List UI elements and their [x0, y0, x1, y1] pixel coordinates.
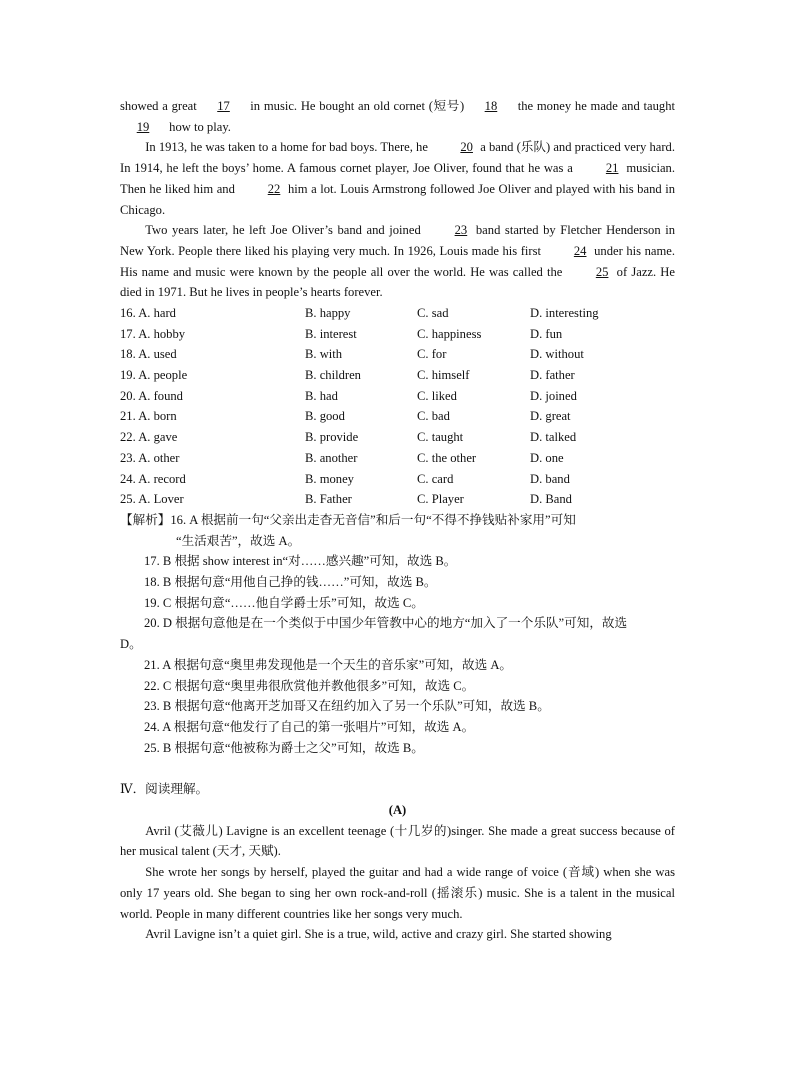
option-c: C. card — [417, 471, 454, 486]
passage-text: a band (乐队) and practiced very hard. In 1914, he left the boys’ home. A famous cornet player, Joe Oliver, found that he was a — [120, 140, 675, 176]
option-row — [120, 344, 675, 365]
passage-text: musician. Then he liked him and — [120, 161, 675, 196]
option-row — [120, 427, 675, 448]
blank-17: 17 — [217, 99, 230, 113]
option-row — [120, 303, 675, 324]
reading-paragraph-1: Avril (艾薇儿) Lavigne is an excellent teenage (十几岁的)singer. She made a great success because of her musical talent (天才, 天赋). — [120, 823, 675, 859]
section-heading: Ⅳ．阅读理解。 — [120, 782, 209, 797]
option-d: D. Band — [530, 492, 572, 507]
option-row — [120, 448, 675, 469]
option-row — [120, 324, 675, 345]
option-d: D. without — [530, 347, 584, 362]
option-a: 25. A. Lover — [120, 492, 184, 507]
passage-paragraph-2 — [120, 137, 675, 220]
option-c: C. bad — [417, 409, 450, 424]
option-b: B. interest — [305, 326, 357, 341]
option-b: B. Father — [305, 492, 352, 507]
option-d: D. one — [530, 450, 564, 465]
blank-25: 25 — [595, 264, 609, 279]
passage-text: in music. He bought an old cornet (短号) — [246, 99, 468, 113]
reading-paragraph-2: She wrote her songs by herself, played the guitar and had a wide range of voice (音域) when she was only 17 years old. She began to sing her own rock-and-roll (摇滚乐) music. She is a talent in the musical world. People in many different countries like her songs very much. — [120, 865, 675, 921]
passage-text: In 1913, he was taken to a home for bad boys. There, he — [145, 140, 432, 155]
option-c: C. himself — [417, 368, 470, 383]
option-c: C. liked — [417, 388, 457, 403]
analysis-line-20-cont: D。 — [120, 637, 142, 652]
analysis-text: 16. A 根据前一句“父亲出走杳无音信”和后一句“不得不挣钱贴补家用”可知 — [170, 512, 576, 527]
option-b: B. happy — [305, 306, 351, 321]
passage-text: the money he made and taught — [513, 99, 676, 113]
reading-paragraph-3: Avril Lavigne isn’t a quiet girl. She is a true, wild, active and crazy girl. She started showing — [145, 927, 612, 942]
option-row — [120, 386, 675, 407]
blank-24: 24 — [573, 243, 587, 258]
passage-title: (A) — [388, 803, 407, 818]
options-list — [120, 303, 675, 510]
analysis-line-16-cont: “生活艰苦”，故选 A。 — [176, 533, 301, 548]
option-c: C. Player — [417, 492, 464, 507]
option-b: B. good — [305, 409, 345, 424]
option-a: 17. A. hobby — [120, 326, 186, 341]
option-a: 23. A. other — [120, 450, 180, 465]
analysis-line-24: 24. A 根据句意“他发行了自己的第一张唱片”可知，故选 A。 — [144, 719, 475, 734]
analysis-line-18: 18. B 根据句意“用他自己挣的钱……”可知，故选 B。 — [144, 575, 437, 590]
option-b: B. with — [305, 347, 343, 362]
option-a: 16. A. hard — [120, 306, 176, 321]
passage-paragraph-3 — [120, 220, 675, 303]
blank-21: 21 — [605, 161, 619, 176]
blank-22: 22 — [267, 181, 281, 196]
analysis-line-17: 17. B 根据 show interest in“对……感兴趣”可知，故选 B。 — [144, 554, 457, 569]
option-d: D. fun — [530, 326, 563, 341]
passage-text: showed a great — [120, 99, 201, 113]
option-d: D. father — [530, 368, 575, 383]
option-a: 24. A. record — [120, 471, 186, 486]
passage-text: him a lot. Louis Armstrong followed Joe Oliver and played with his band in Chicago. — [120, 181, 675, 217]
option-a: 22. A. gave — [120, 430, 178, 445]
option-b: B. provide — [305, 430, 359, 445]
option-row — [120, 406, 675, 427]
document-page — [120, 96, 675, 945]
option-row — [120, 469, 675, 490]
analysis-line-16 — [120, 510, 675, 531]
option-a: 20. A. found — [120, 388, 183, 403]
passage-paragraph-1 — [120, 96, 675, 137]
option-c: C. sad — [417, 306, 449, 321]
analysis-label: 【解析】 — [120, 512, 171, 527]
blank-19: 19 — [136, 119, 150, 134]
passage-text: how to play. — [166, 119, 231, 134]
option-d: D. joined — [530, 388, 577, 403]
option-d: D. interesting — [530, 306, 599, 321]
option-c: C. the other — [417, 450, 477, 465]
analysis-line-25: 25. B 根据句意“他被称为爵士之父”可知，故选 B。 — [144, 740, 424, 755]
option-d: D. great — [530, 409, 571, 424]
analysis-line-21: 21. A 根据句意“奥里弗发现他是一个天生的音乐家”可知，故选 A。 — [144, 657, 513, 672]
passage-text: of Jazz. He died in 1971. But he lives in people’s hearts forever. — [120, 264, 675, 300]
option-b: B. money — [305, 471, 354, 486]
passage-text: band started by Fletcher Henderson in New York. People there liked his playing very much. In 1926, Louis made his first — [120, 223, 675, 258]
analysis-line-19: 19. C 根据句意“……他自学爵士乐”可知，故选 C。 — [144, 595, 424, 610]
option-d: D. talked — [530, 430, 577, 445]
analysis-line-20: 20. D 根据句意他是在一个类似于中国少年管教中心的地方“加入了一个乐队”可知，故选 — [144, 616, 628, 631]
blank-23: 23 — [454, 223, 468, 238]
analysis-line-22: 22. C 根据句意“奥里弗很欣赏他并教他很多”可知，故选 C。 — [144, 678, 475, 693]
option-c: C. taught — [417, 430, 464, 445]
option-c: C. happiness — [417, 326, 482, 341]
option-b: B. another — [305, 450, 358, 465]
analysis-section — [120, 510, 675, 758]
option-c: C. for — [417, 347, 447, 362]
option-d: D. band — [530, 471, 570, 486]
option-row — [120, 365, 675, 386]
option-b: B. had — [305, 388, 338, 403]
option-row — [120, 489, 675, 510]
blank-20: 20 — [460, 140, 473, 155]
blank-18: 18 — [484, 99, 498, 113]
passage-text: Two years later, he left Joe Oliver’s band and joined — [145, 223, 426, 238]
analysis-line-23: 23. B 根据句意“他离开芝加哥又在纽约加入了另一个乐队”可知，故选 B。 — [144, 699, 550, 714]
passage-text: under his name. His name and music were known by the people all over the world. He was called the — [120, 243, 675, 279]
option-b: B. children — [305, 368, 361, 383]
option-a: 18. A. used — [120, 347, 177, 362]
option-a: 21. A. born — [120, 409, 177, 424]
option-a: 19. A. people — [120, 368, 188, 383]
